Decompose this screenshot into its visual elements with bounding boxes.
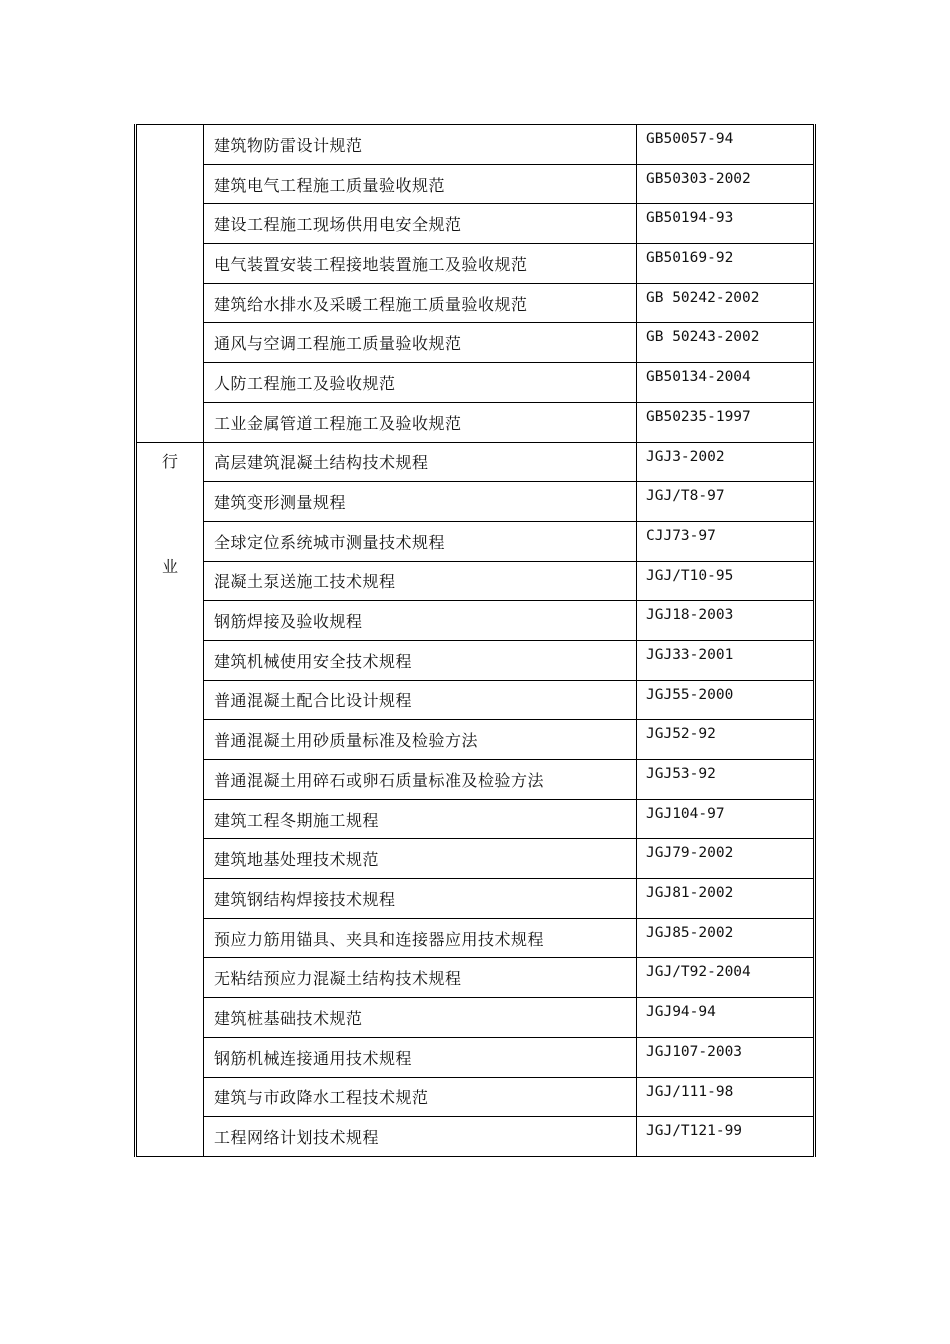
standard-code: CJJ73-97 [637, 521, 815, 561]
standard-name: 钢筋机械连接通用技术规程 [204, 1037, 637, 1077]
standard-name: 建筑工程冬期施工规程 [204, 799, 637, 839]
category-label-char: 行 [161, 451, 178, 471]
standard-code: JGJ/T10-95 [637, 561, 815, 601]
standard-name: 建设工程施工现场供用电安全规范 [204, 204, 637, 244]
standard-name: 普通混凝土配合比设计规程 [204, 680, 637, 720]
table-row [136, 1117, 815, 1157]
table-row [136, 1077, 815, 1117]
standard-name: 建筑机械使用安全技术规程 [204, 640, 637, 680]
table-row [136, 640, 815, 680]
standard-name: 通风与空调工程施工质量验收规范 [204, 323, 637, 363]
table-row [136, 839, 815, 879]
standard-name: 建筑给水排水及采暖工程施工质量验收规范 [204, 283, 637, 323]
standard-name: 普通混凝土用碎石或卵石质量标准及检验方法 [204, 760, 637, 800]
table-row [136, 799, 815, 839]
standard-code: JGJ/T92-2004 [637, 958, 815, 998]
standard-name: 建筑电气工程施工质量验收规范 [204, 164, 637, 204]
standard-code: JGJ94-94 [637, 998, 815, 1038]
standard-name: 电气装置安装工程接地装置施工及验收规范 [204, 244, 637, 284]
standard-name: 工业金属管道工程施工及验收规范 [204, 402, 637, 442]
standard-name: 混凝土泵送施工技术规程 [204, 561, 637, 601]
table-row [136, 283, 815, 323]
standard-code: JGJ55-2000 [637, 680, 815, 720]
standard-name: 建筑与市政降水工程技术规范 [204, 1077, 637, 1117]
table-row [136, 601, 815, 641]
category-label-char: 业 [161, 556, 178, 576]
standard-name: 建筑地基处理技术规范 [204, 839, 637, 879]
category-cell-national [136, 125, 204, 443]
table-row [136, 998, 815, 1038]
standard-name: 全球定位系统城市测量技术规程 [204, 521, 637, 561]
standard-code: GB50194-93 [637, 204, 815, 244]
standards-table [134, 124, 816, 1157]
standard-code: GB50169-92 [637, 244, 815, 284]
standard-name: 人防工程施工及验收规范 [204, 363, 637, 403]
standard-code: JGJ3-2002 [637, 442, 815, 482]
standard-name: 预应力筋用锚具、夹具和连接器应用技术规程 [204, 918, 637, 958]
standard-code: JGJ18-2003 [637, 601, 815, 641]
standard-name: 普通混凝土用砂质量标准及检验方法 [204, 720, 637, 760]
table-row [136, 323, 815, 363]
standard-name: 工程网络计划技术规程 [204, 1117, 637, 1157]
standard-name: 钢筋焊接及验收规程 [204, 601, 637, 641]
standard-name: 建筑钢结构焊接技术规程 [204, 879, 637, 919]
standard-code: GB50134-2004 [637, 363, 815, 403]
table-row [136, 521, 815, 561]
standard-code: JGJ/T121-99 [637, 1117, 815, 1157]
standard-code: GB 50242-2002 [637, 283, 815, 323]
standard-code: GB50235-1997 [637, 402, 815, 442]
category-cell-industry [136, 442, 204, 1156]
standard-name: 高层建筑混凝土结构技术规程 [204, 442, 637, 482]
standard-code: JGJ85-2002 [637, 918, 815, 958]
table-row [136, 442, 815, 482]
table-row [136, 680, 815, 720]
table-row [136, 402, 815, 442]
standard-code: GB 50243-2002 [637, 323, 815, 363]
standard-code: JGJ53-92 [637, 760, 815, 800]
standard-code: JGJ/T8-97 [637, 482, 815, 522]
standard-name: 建筑桩基础技术规范 [204, 998, 637, 1038]
table-row [136, 125, 815, 165]
standard-code: JGJ33-2001 [637, 640, 815, 680]
standard-code: GB50057-94 [637, 125, 815, 165]
table-row [136, 918, 815, 958]
standard-name: 无粘结预应力混凝土结构技术规程 [204, 958, 637, 998]
table-row [136, 958, 815, 998]
table-row [136, 879, 815, 919]
standard-code: JGJ79-2002 [637, 839, 815, 879]
table-row [136, 1037, 815, 1077]
table-row [136, 561, 815, 601]
table-row [136, 363, 815, 403]
standard-code: JGJ52-92 [637, 720, 815, 760]
table-row [136, 164, 815, 204]
standard-name: 建筑物防雷设计规范 [204, 125, 637, 165]
standard-name: 建筑变形测量规程 [204, 482, 637, 522]
standard-code: GB50303-2002 [637, 164, 815, 204]
standard-code: JGJ104-97 [637, 799, 815, 839]
table-row [136, 244, 815, 284]
table-row [136, 720, 815, 760]
table-row [136, 482, 815, 522]
standard-code: JGJ/111-98 [637, 1077, 815, 1117]
table-row [136, 760, 815, 800]
standard-code: JGJ107-2003 [637, 1037, 815, 1077]
standard-code: JGJ81-2002 [637, 879, 815, 919]
table-row [136, 204, 815, 244]
standards-table-body [136, 125, 815, 1157]
